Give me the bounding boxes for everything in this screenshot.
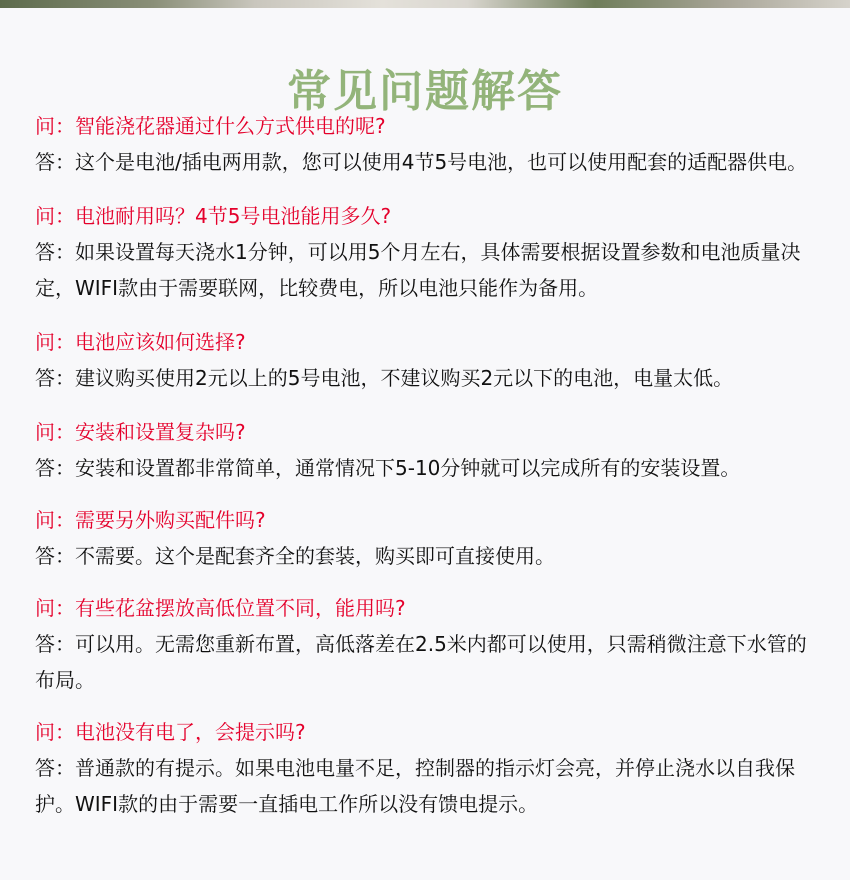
faq-answer: 答：安装和设置都非常简单，通常情况下5-10分钟就可以完成所有的安装设置。 (35, 456, 741, 480)
faq-question: 问：电池没有电了，会提示吗? (35, 720, 306, 744)
faq-question: 问：有些花盆摆放高低位置不同，能用吗? (35, 596, 406, 620)
faq-answer: 答：建议购买使用2元以上的5号电池，不建议购买2元以下的电池，电量太低。 (35, 366, 734, 390)
faq-item (35, 198, 825, 306)
faq-question: 问：安装和设置复杂吗? (35, 420, 246, 444)
faq-item (35, 502, 825, 574)
faq-item (35, 714, 825, 822)
faq-answer: 答：普通款的有提示。如果电池电量不足，控制器的指示灯会亮，并停止浇水以自我保护。WIFI款的由于需要一直插电工作所以没有馈电提示。 (35, 756, 795, 816)
faq-list (35, 108, 825, 822)
faq-question: 问：电池应该如何选择? (35, 330, 246, 354)
page-title: 常见问题解答 (287, 66, 563, 118)
faq-item (35, 414, 825, 486)
faq-answer: 答：可以用。无需您重新布置，高低落差在2.5米内都可以使用，只需稍微注意下水管的布局。 (35, 632, 807, 692)
faq-item (35, 324, 825, 396)
faq-answer: 答：如果设置每天浇水1分钟，可以用5个月左右，具体需要根据设置参数和电池质量决定，WIFI款由于需要联网，比较费电，所以电池只能作为备用。 (35, 240, 801, 300)
faq-item (35, 590, 825, 698)
faq-answer: 答：不需要。这个是配套齐全的套装，购买即可直接使用。 (35, 544, 555, 568)
faq-item (35, 108, 825, 180)
faq-question: 问：电池耐用吗？4节5号电池能用多久? (35, 204, 392, 228)
top-photo-strip (0, 0, 850, 8)
faq-answer: 答：这个是电池/插电两用款，您可以使用4节5号电池，也可以使用配套的适配器供电。 (35, 150, 808, 174)
faq-question: 问：智能浇花器通过什么方式供电的呢? (35, 114, 386, 138)
faq-question: 问：需要另外购买配件吗? (35, 508, 266, 532)
